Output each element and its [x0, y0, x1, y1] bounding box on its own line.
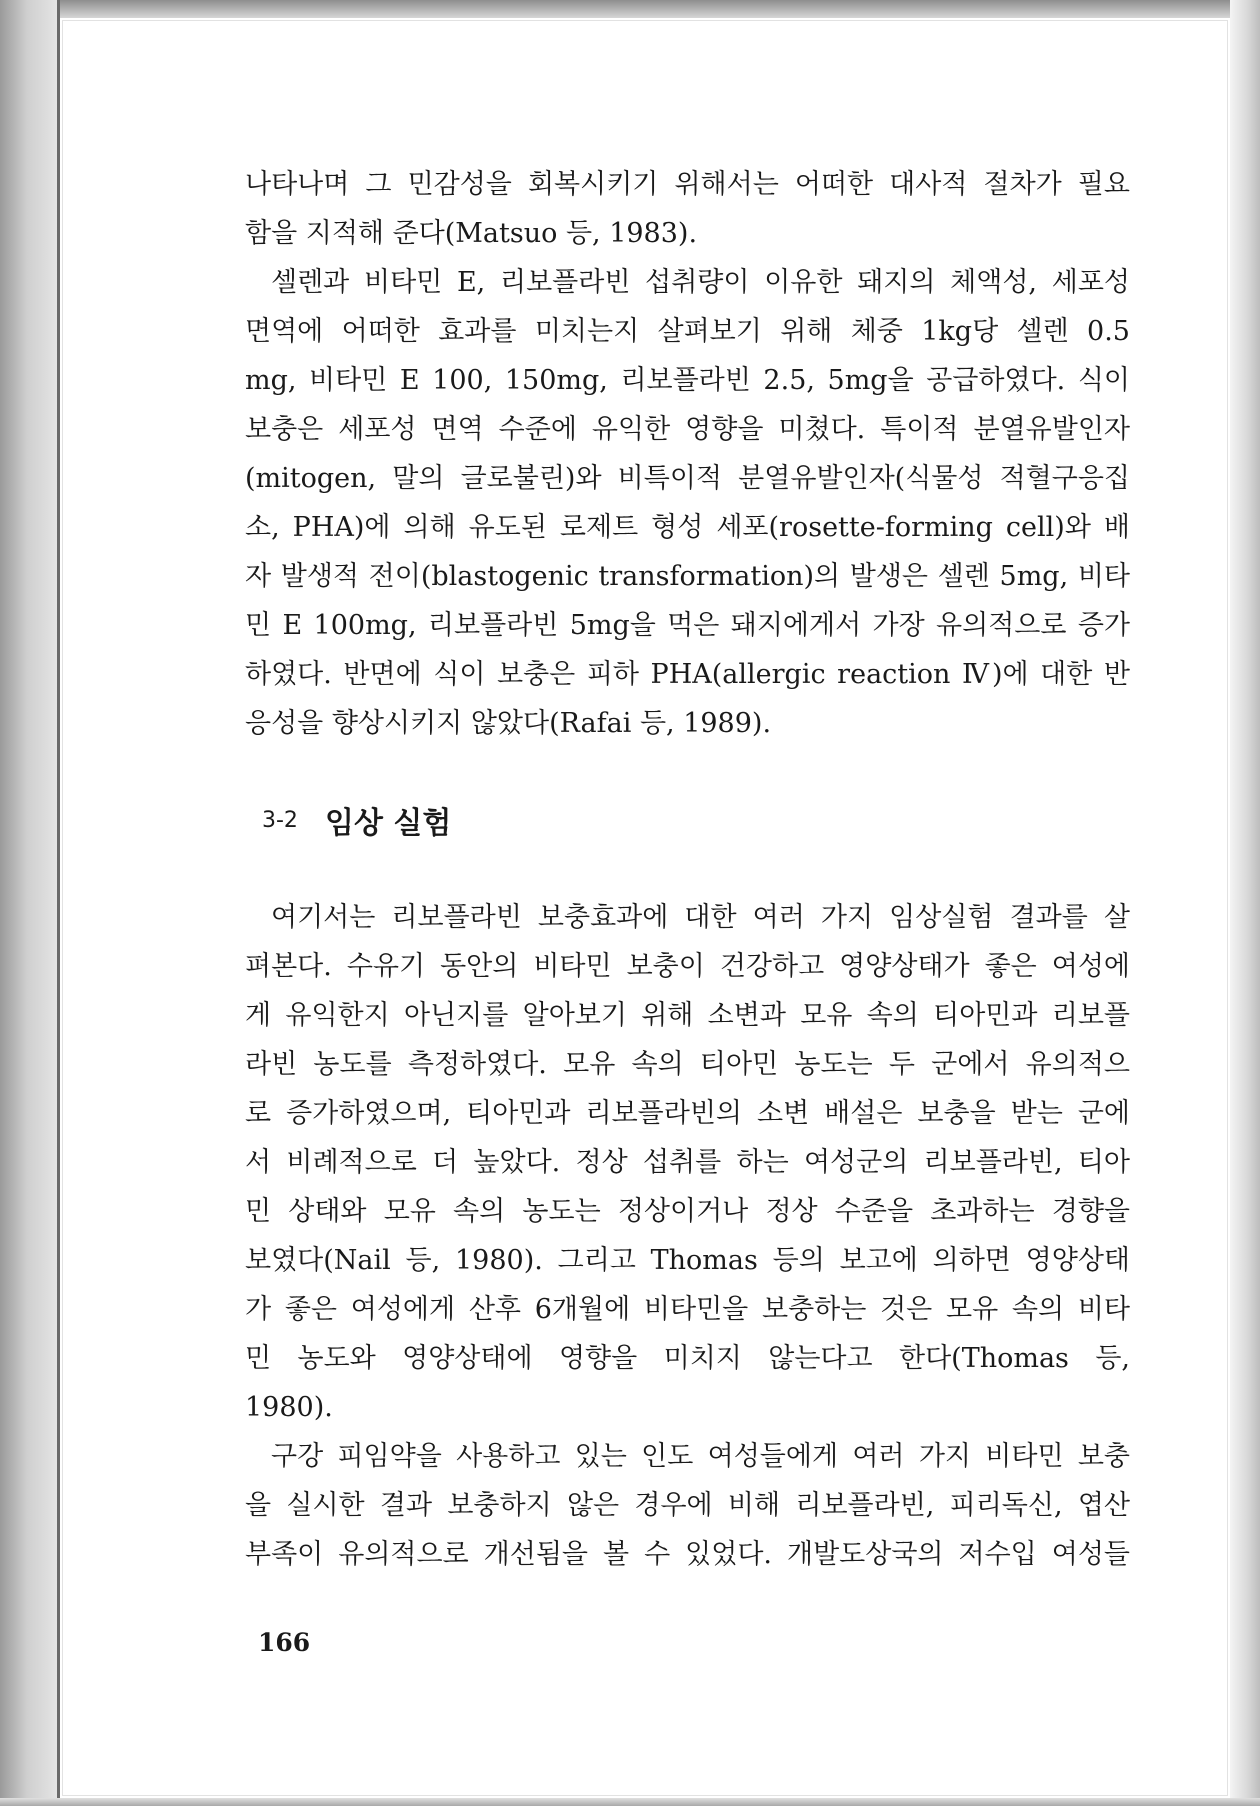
text-line: 구강 피임약을 사용하고 있는 인도 여성들에게 여러 가지 비타민 보충 — [271, 1441, 1130, 1472]
text-line: 보였다(Nail 등, 1980). 그리고 Thomas 등의 보고에 의하면 영양상태 — [245, 1245, 1130, 1276]
text-line: 민 농도와 영양상태에 영향을 미치지 않는다고 한다(Thomas 등, — [245, 1343, 1130, 1374]
text-line: 라빈 농도를 측정하였다. 모유 속의 티아민 농도는 두 군에서 유의적으 — [245, 1049, 1130, 1080]
text-line: 게 유익한지 아닌지를 알아보기 위해 소변과 모유 속의 티아민과 리보플 — [245, 1000, 1130, 1031]
text-line: 민 E 100mg, 리보플라빈 5mg을 먹은 돼지에게서 가장 유의적으로 증가 — [245, 610, 1130, 641]
paragraph-4 — [245, 1432, 1130, 1579]
text-line: 가 좋은 여성에게 산후 6개월에 비타민을 보충하는 것은 모유 속의 비타 — [245, 1294, 1130, 1325]
text-line: 로 증가하였으며, 티아민과 리보플라빈의 소변 배설은 보충을 받는 군에 — [245, 1098, 1130, 1129]
text-line: 나타나며 그 민감성을 회복시키기 위해서는 어떠한 대사적 절차가 필요 — [245, 169, 1130, 200]
text-line: 면역에 어떠한 효과를 미치는지 살펴보기 위해 체중 1kg당 셀렌 0.5 — [245, 316, 1130, 347]
text-block-top — [245, 160, 1130, 748]
text-line: 여기서는 리보플라빈 보충효과에 대한 여러 가지 임상실험 결과를 살 — [271, 902, 1130, 933]
text-line: (mitogen, 말의 글로불린)와 비특이적 분열유발인자(식물성 적혈구응집 — [245, 463, 1130, 494]
section-heading — [262, 798, 451, 842]
text-line: 1980). — [245, 1392, 333, 1423]
text-line: 자 발생적 전이(blastogenic transformation)의 발생은 셀렌 5mg, 비타 — [245, 561, 1130, 592]
text-block-bottom — [245, 893, 1130, 1579]
paragraph-2 — [245, 258, 1130, 748]
book-edge-top — [0, 0, 1260, 18]
text-line: 민 상태와 모유 속의 농도는 정상이거나 정상 수준을 초과하는 경향을 — [245, 1196, 1130, 1227]
paragraph-1 — [245, 160, 1130, 258]
text-line: 부족이 유의적으로 개선됨을 볼 수 있었다. 개발도상국의 저수입 여성들 — [245, 1539, 1130, 1570]
text-line: 함을 지적해 준다(Matsuo 등, 1983). — [245, 218, 698, 249]
paragraph-3 — [245, 893, 1130, 1432]
text-line: 서 비례적으로 더 높았다. 정상 섭취를 하는 여성군의 리보플라빈, 티아 — [245, 1147, 1130, 1178]
text-line: 소, PHA)에 의해 유도된 로제트 형성 세포(rosette-forming cell)와 배 — [245, 512, 1130, 543]
text-line: 펴본다. 수유기 동안의 비타민 보충이 건강하고 영양상태가 좋은 여성에 — [245, 951, 1130, 982]
book-edge-right — [1230, 0, 1260, 1806]
section-title: 임상 실험 — [325, 806, 452, 841]
text-line: 응성을 향상시키지 않았다(Rafai 등, 1989). — [245, 708, 772, 739]
text-line: 셀렌과 비타민 E, 리보플라빈 섭취량이 이유한 돼지의 체액성, 세포성 — [271, 267, 1130, 298]
section-number: 3-2 — [262, 807, 298, 833]
book-edge-left — [0, 0, 60, 1806]
text-line: 하였다. 반면에 식이 보충은 피하 PHA(allergic reaction Ⅳ)에 대한 반 — [245, 659, 1130, 690]
text-line: mg, 비타민 E 100, 150mg, 리보플라빈 2.5, 5mg을 공급하였다. 식이 — [245, 365, 1130, 396]
text-line: 을 실시한 결과 보충하지 않은 경우에 비해 리보플라빈, 피리독신, 엽산 — [245, 1490, 1130, 1521]
page-number: 166 — [258, 1628, 311, 1657]
text-line: 보충은 세포성 면역 수준에 유익한 영향을 미쳤다. 특이적 분열유발인자 — [245, 414, 1130, 445]
book-edge-bottom — [0, 1798, 1260, 1806]
